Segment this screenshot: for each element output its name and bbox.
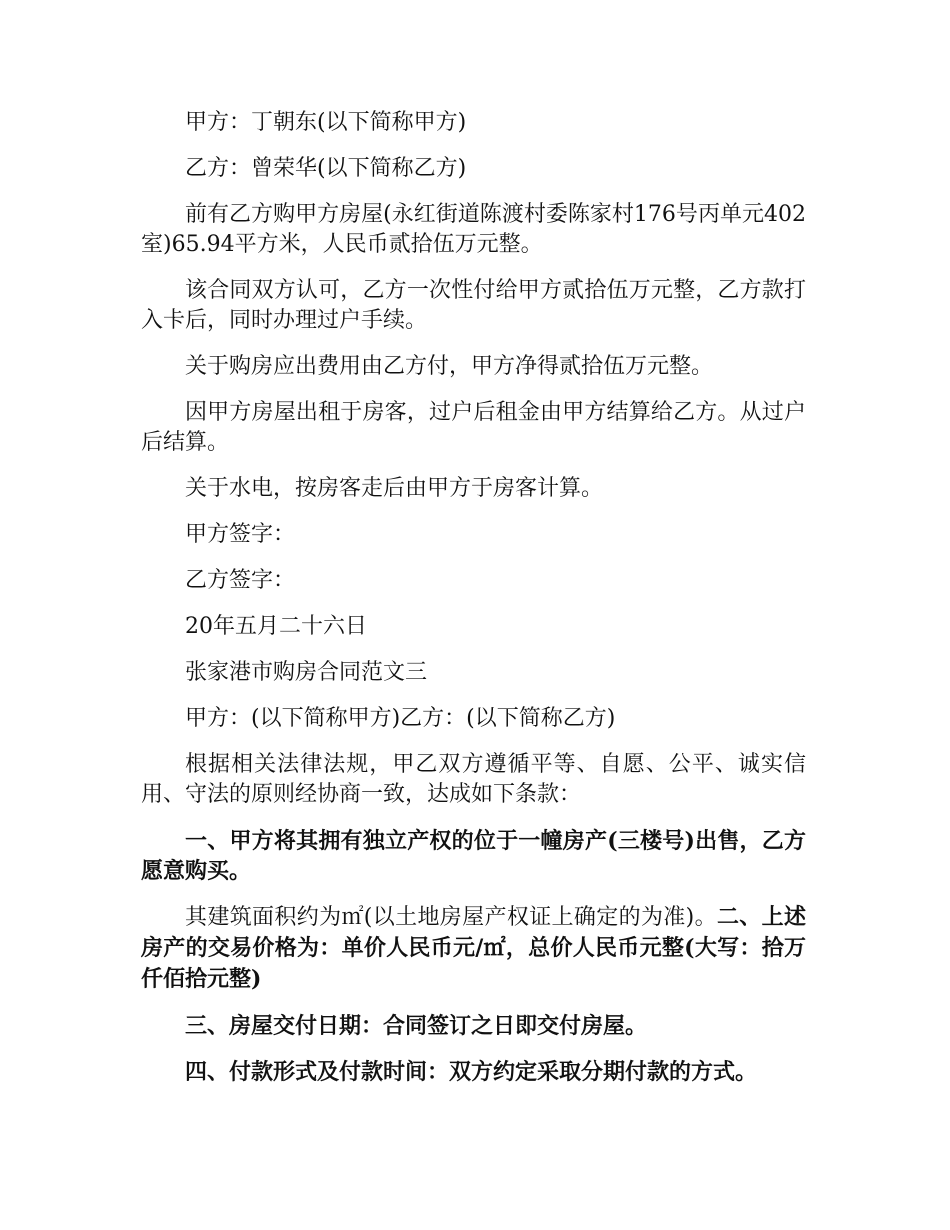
parties-line: 甲方：(以下简称甲方)乙方：(以下简称乙方) xyxy=(185,706,616,731)
document-body xyxy=(141,108,806,1103)
party-a-line: 甲方：丁朝东(以下简称甲方) xyxy=(185,110,467,135)
section-heading: 张家港市购房合同范文三 xyxy=(185,660,428,685)
payment-agreement: 该合同双方认可，乙方一次性付给甲方贰拾伍万元整，乙方款打入卡后，同时办理过户手续。 xyxy=(141,278,806,333)
purchase-description: 前有乙方购甲方房屋(永红街道陈渡村委陈家村176号丙单元402室)65.94平方米，人民币贰拾伍万元整。 xyxy=(141,202,806,257)
party-b-line: 乙方：曾荣华(以下简称乙方) xyxy=(185,156,467,181)
clause-four: 四、付款形式及付款时间：双方约定采取分期付款的方式。 xyxy=(185,1059,758,1085)
document-date: 20年五月二十六日 xyxy=(185,614,367,639)
rent-clause: 因甲方房屋出租于房客，过户后租金由甲方结算给乙方。从过户后结算。 xyxy=(141,400,806,455)
area-text: 其建筑面积约为㎡(以土地房屋产权证上确定的为准)。 xyxy=(185,905,717,930)
party-b-signature: 乙方签字： xyxy=(185,568,296,593)
fees-clause: 关于购房应出费用由乙方付，甲方净得贰拾伍万元整。 xyxy=(185,354,714,379)
area-and-price-clause xyxy=(141,902,806,995)
preamble: 根据相关法律法规，甲乙双方遵循平等、自愿、公平、诚实信用、守法的原则经协商一致，达成如下条款： xyxy=(141,752,806,807)
clause-three: 三、房屋交付日期：合同签订之日即交付房屋。 xyxy=(185,1013,648,1039)
utilities-clause: 关于水电，按房客走后由甲方于房客计算。 xyxy=(185,476,604,501)
clause-two: 二、上述房产的交易价格为：单价人民币元/㎡，总价人民币元整(大写：拾万仟佰拾元整) xyxy=(141,904,806,992)
clause-one: 一、甲方将其拥有独立产权的位于一幢房产(三楼号)出售，乙方愿意购买。 xyxy=(141,828,806,884)
party-a-signature: 甲方签字： xyxy=(185,522,296,547)
